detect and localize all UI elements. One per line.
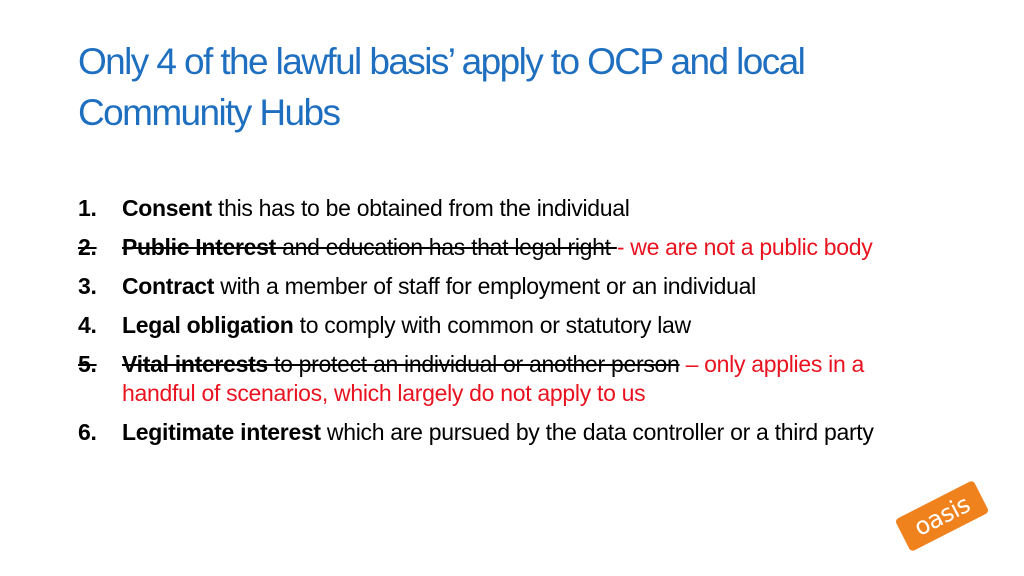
item-number: 5.: [78, 351, 97, 377]
item-number: 6.: [78, 419, 97, 445]
item-description: which are pursued by the data controller or a third party: [320, 419, 874, 445]
item-description: and education has that legal right: [276, 234, 617, 260]
list-item: [78, 233, 938, 262]
item-term: Contract: [122, 273, 215, 299]
item-note: - we are not a public body: [616, 234, 873, 260]
slide-title: Only 4 of the lawful basis’ apply to OCP and local Community Hubs: [78, 41, 805, 133]
item-description: to protect an individual or another person: [267, 351, 680, 377]
list-item: [78, 418, 938, 447]
item-text: [122, 350, 938, 408]
struck-text: [122, 351, 680, 377]
item-note: – only applies in a handful of scenarios, which largely do not apply to us: [122, 351, 865, 406]
item-number: 4.: [78, 312, 97, 338]
item-number: 2.: [78, 234, 97, 260]
item-number: 3.: [78, 273, 97, 299]
item-description: to comply with common or statutory law: [293, 312, 691, 338]
oasis-logo: [895, 480, 990, 552]
item-text: [122, 233, 938, 262]
item-number: 1.: [78, 195, 97, 221]
item-term: Public Interest: [122, 234, 276, 260]
item-text: [122, 418, 938, 447]
item-description: this has to be obtained from the individual: [211, 195, 630, 221]
logo-text: oasis: [909, 490, 975, 542]
item-term: Legitimate interest: [122, 419, 321, 445]
item-text: [122, 272, 938, 301]
list-item: [78, 350, 938, 408]
item-term: Legal obligation: [122, 312, 294, 338]
item-term: Consent: [122, 195, 212, 221]
struck-text: [122, 234, 617, 260]
lawful-basis-list: [78, 194, 938, 457]
list-item: [78, 272, 938, 301]
item-term: Vital interests: [122, 351, 268, 377]
item-text: [122, 194, 938, 223]
list-item: [78, 311, 938, 340]
item-description: with a member of staff for employment or an individual: [214, 273, 756, 299]
item-text: [122, 311, 938, 340]
list-item: [78, 194, 938, 223]
